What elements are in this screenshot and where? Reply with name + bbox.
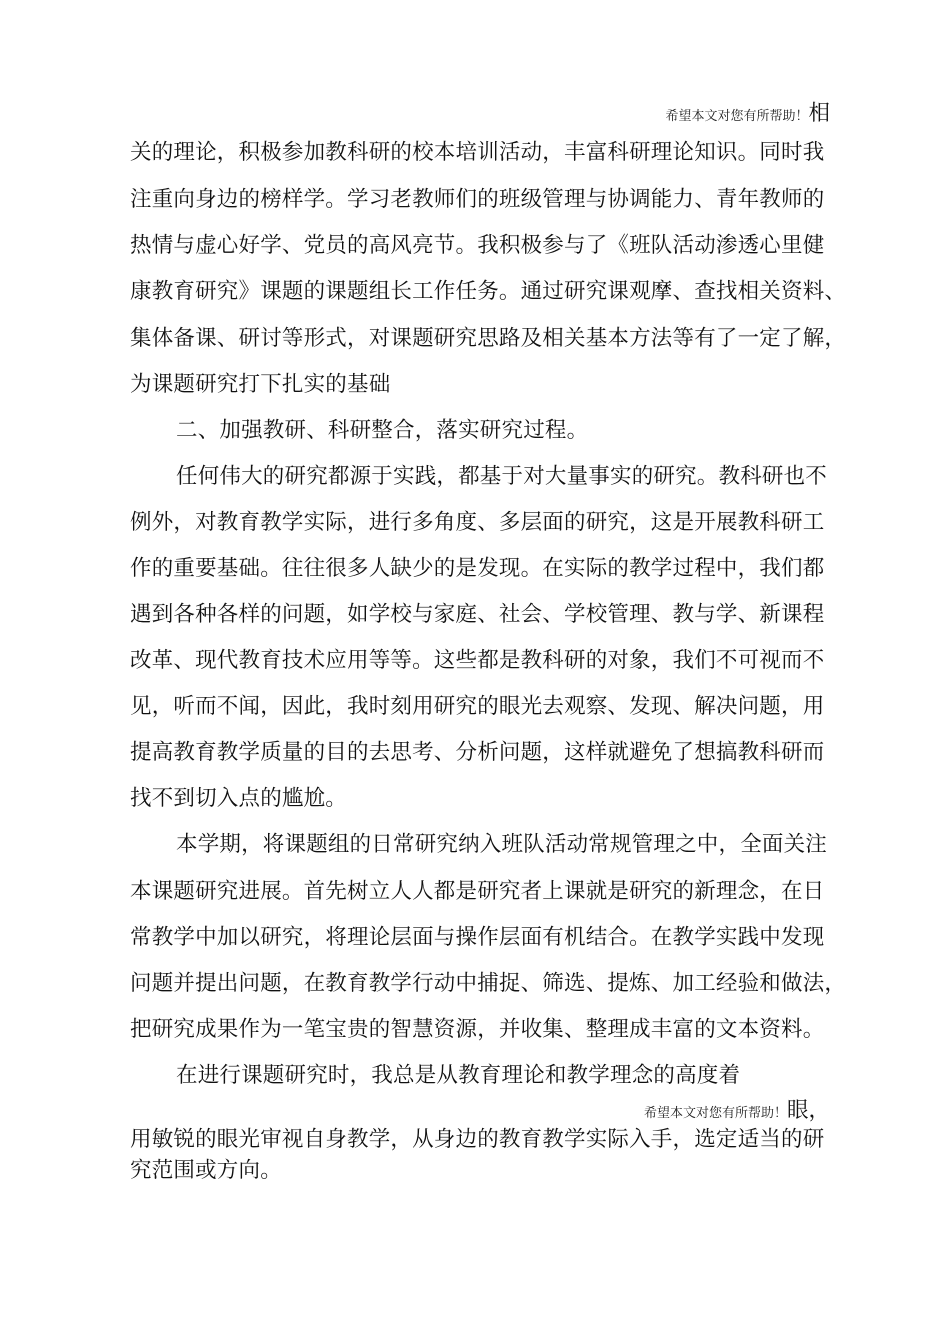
text-line: 本课题研究进展。首先树立人人都是研究者上课就是研究的新理念，在日: [130, 879, 825, 904]
carry-over-text: 相: [808, 101, 830, 126]
page-header: [665, 96, 830, 127]
text-line: 问题并提出问题，在教育教学行动中捕捉、筛选、提炼、加工经验和做法，: [130, 971, 847, 996]
watermark-text: 希望本文对您有所帮助！: [665, 109, 809, 124]
text-line: 见，听而不闻，因此，我时刻用研究的眼光去观察、发现、解决问题，用: [130, 694, 825, 719]
text-line: 在进行课题研究时，我总是从教育理论和教学理念的高度着: [176, 1063, 741, 1088]
text-line: 任何伟大的研究都源于实践，都基于对大量事实的研究。教科研也不: [176, 464, 828, 489]
text-line: 为课题研究打下扎实的基础: [130, 372, 391, 397]
text-line: 热情与虚心好学、党员的高风亮节。我积极参与了《班队活动渗透心里健: [130, 233, 825, 258]
text-line: 集体备课、研讨等形式，对课题研究思路及相关基本方法等有了一定了解，: [130, 326, 847, 351]
text-line: 改革、现代教育技术应用等等。这些都是教科研的对象，我们不可视而不: [130, 648, 825, 673]
text-line: 遇到各种各样的问题，如学校与家庭、社会、学校管理、教与学、新课程: [130, 602, 825, 627]
page-header: [644, 1093, 830, 1124]
text-line: 用敏锐的眼光审视自身教学，从身边的教育教学实际入手，选定适当的研: [130, 1127, 825, 1152]
text-line: 提高教育教学质量的目的去思考、分析问题，这样就避免了想搞教科研而: [130, 740, 825, 765]
text-line: 找不到切入点的尴尬。: [130, 786, 348, 811]
text-line: 康教育研究》课题的课题组长工作任务。通过研究课观摩、查找相关资料、: [130, 279, 847, 304]
text-line: 究范围或方向。: [130, 1158, 282, 1183]
carry-over-text: 眼，: [786, 1098, 830, 1123]
watermark-text: 希望本文对您有所帮助！: [643, 1106, 787, 1121]
section-heading: 二、加强教研、科研整合，落实研究过程。: [176, 418, 589, 443]
text-line: 常教学中加以研究，将理论层面与操作层面有机结合。在教学实践中发现: [130, 925, 825, 950]
text-line: 本学期，将课题组的日常研究纳入班队活动常规管理之中，全面关注: [176, 832, 828, 857]
text-line: 把研究成果作为一笔宝贵的智慧资源，并收集、整理成丰富的文本资料。: [130, 1017, 825, 1042]
text-line: 例外，对教育教学实际，进行多角度、多层面的研究，这是开展教科研工: [130, 510, 825, 535]
text-line: 作的重要基础。往往很多人缺少的是发现。在实际的教学过程中，我们都: [130, 556, 825, 581]
text-line: 关的理论，积极参加教科研的校本培训活动，丰富科研理论知识。同时我: [130, 140, 825, 165]
text-line: 注重向身边的榜样学。学习老教师们的班级管理与协调能力、青年教师的: [130, 187, 825, 212]
